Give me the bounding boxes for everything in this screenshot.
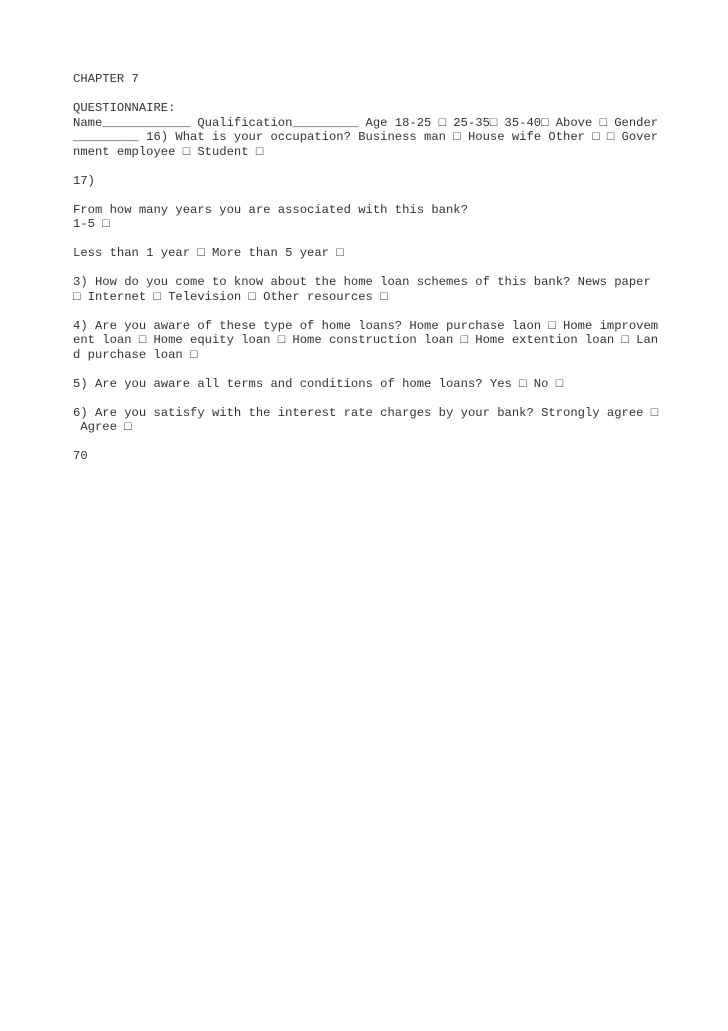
questionnaire-title: QUESTIONNAIRE: bbox=[73, 101, 176, 115]
spacer bbox=[73, 232, 663, 247]
question-17-label: 17) bbox=[73, 173, 95, 188]
association-option-1-5: 1-5 □ bbox=[73, 217, 110, 231]
spacer bbox=[73, 391, 663, 406]
spacer bbox=[73, 188, 663, 203]
question-6-line-2: Agree □ bbox=[73, 420, 132, 434]
document-page bbox=[73, 72, 663, 464]
chapter-heading: CHAPTER 7 bbox=[73, 72, 139, 86]
personal-details-line-1: Name____________ Qualification_________ Age 18-25 □ 25-35□ 35-40□ Above □ Gender bbox=[73, 115, 659, 130]
association-question: From how many years you are associated with this bank? bbox=[73, 202, 468, 217]
page-number: 70 bbox=[73, 449, 88, 463]
spacer bbox=[73, 362, 663, 377]
question-4-line-3: d purchase loan □ bbox=[73, 347, 198, 362]
association-options: Less than 1 year □ More than 5 year □ bbox=[73, 246, 344, 260]
question-5: 5) Are you aware all terms and conditions of home loans? Yes □ No □ bbox=[73, 376, 564, 391]
question-3-line-2: □ Internet □ Television □ Other resources □ bbox=[73, 289, 388, 304]
spacer bbox=[73, 261, 663, 276]
spacer bbox=[73, 435, 663, 450]
personal-details-line-2: _________ 16) What is your occupation? Business man □ House wife Other □ □ Gover bbox=[73, 130, 659, 144]
question-3-line-1: 3) How do you come to know about the home loan schemes of this bank? News paper bbox=[73, 275, 651, 289]
spacer bbox=[73, 304, 663, 319]
personal-details-line-3: nment employee □ Student □ bbox=[73, 144, 264, 159]
question-4-line-2: ent loan □ Home equity loan □ Home construction loan □ Home extention loan □ Lan bbox=[73, 333, 659, 347]
spacer bbox=[73, 159, 663, 174]
question-4-line-1: 4) Are you aware of these type of home loans? Home purchase laon □ Home improvem bbox=[73, 318, 659, 333]
spacer bbox=[73, 87, 663, 102]
question-6-line-1: 6) Are you satisfy with the interest rate charges by your bank? Strongly agree □ bbox=[73, 405, 659, 420]
